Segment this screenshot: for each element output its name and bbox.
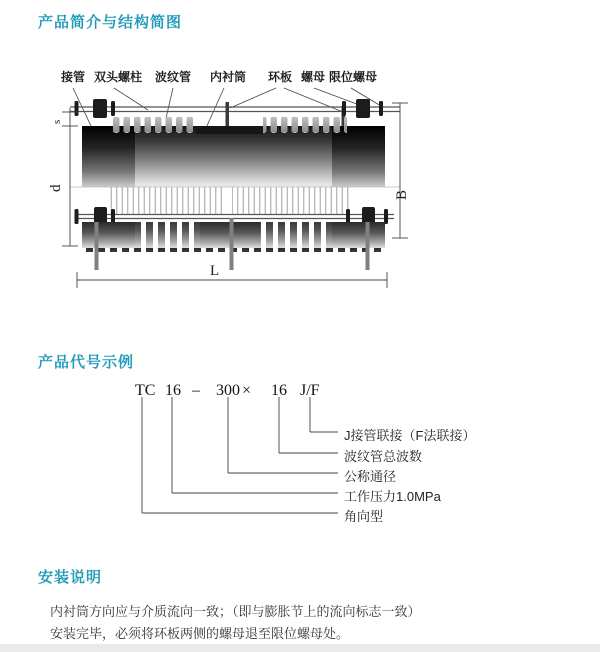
- code-seg-dash: –: [192, 382, 200, 399]
- code-note-connection: J接管联接（F法联接）: [344, 428, 476, 443]
- pipe-end-right: [332, 126, 385, 187]
- code-note-diameter: 公称通径: [344, 469, 397, 484]
- lower-end-left: [82, 222, 135, 248]
- section-title-install: 安装说明: [38, 569, 103, 586]
- connecting-pipe-label: 接管: [60, 70, 86, 84]
- lower-convolutions-left: [108, 187, 225, 215]
- dim-left: [62, 108, 78, 246]
- dim-l-label: L: [210, 263, 220, 279]
- dim-bottom: [77, 272, 387, 288]
- code-seg-conn: J/F: [300, 382, 320, 399]
- dim-b-label: B: [394, 189, 410, 200]
- code-seg-pressure: 16: [165, 382, 181, 399]
- section-title-intro: 产品简介与结构简图: [38, 14, 183, 31]
- code-seg-type: TC: [135, 382, 156, 399]
- ring-plate-post: [226, 102, 230, 130]
- code-note-waves: 波纹管总波数: [344, 449, 423, 464]
- page-bottom-edge: [0, 644, 600, 652]
- bellows-label: 波纹管: [154, 70, 192, 84]
- install-line-2: 安装完毕，必须将环板两侧的螺母退至限位螺母处。: [50, 626, 350, 641]
- expansion-joint-drawing: [48, 68, 413, 303]
- product-code-block: [0, 380, 600, 540]
- inner-liner: [196, 126, 263, 134]
- bellows-left: [112, 117, 196, 133]
- dim-d-label: d: [48, 184, 64, 192]
- bellows-right: [263, 117, 347, 133]
- nut-label: 螺母: [300, 70, 326, 84]
- code-note-type: 角向型: [344, 509, 384, 524]
- dim-right: [392, 103, 408, 238]
- pipe-end-left: [82, 126, 135, 187]
- ring-plate-label: 环板: [267, 70, 293, 84]
- code-seg-waves: 16: [271, 382, 287, 399]
- lower-convolutions-right: [232, 187, 350, 215]
- structure-diagram: [48, 68, 413, 303]
- install-line-1: 内衬筒方向应与介质流向一致；（即与膨胀节上的流向标志一致）: [50, 604, 421, 619]
- section-title-code: 产品代号示例: [38, 354, 135, 371]
- code-connector-lines: [0, 380, 600, 540]
- liner-label: 内衬筒: [209, 70, 247, 84]
- tie-rod: [70, 107, 400, 112]
- limit-nut-label: 限位螺母: [328, 70, 378, 84]
- installation-notes: [50, 601, 570, 645]
- dim-s-label: s: [51, 119, 63, 124]
- stud-label: 双头螺柱: [93, 70, 143, 84]
- code-note-pressure: 工作压力1.0MPa: [344, 489, 441, 504]
- lower-end-right: [332, 222, 385, 248]
- code-seg-diameter: 300: [216, 382, 240, 399]
- code-seg-times: ×: [242, 382, 252, 399]
